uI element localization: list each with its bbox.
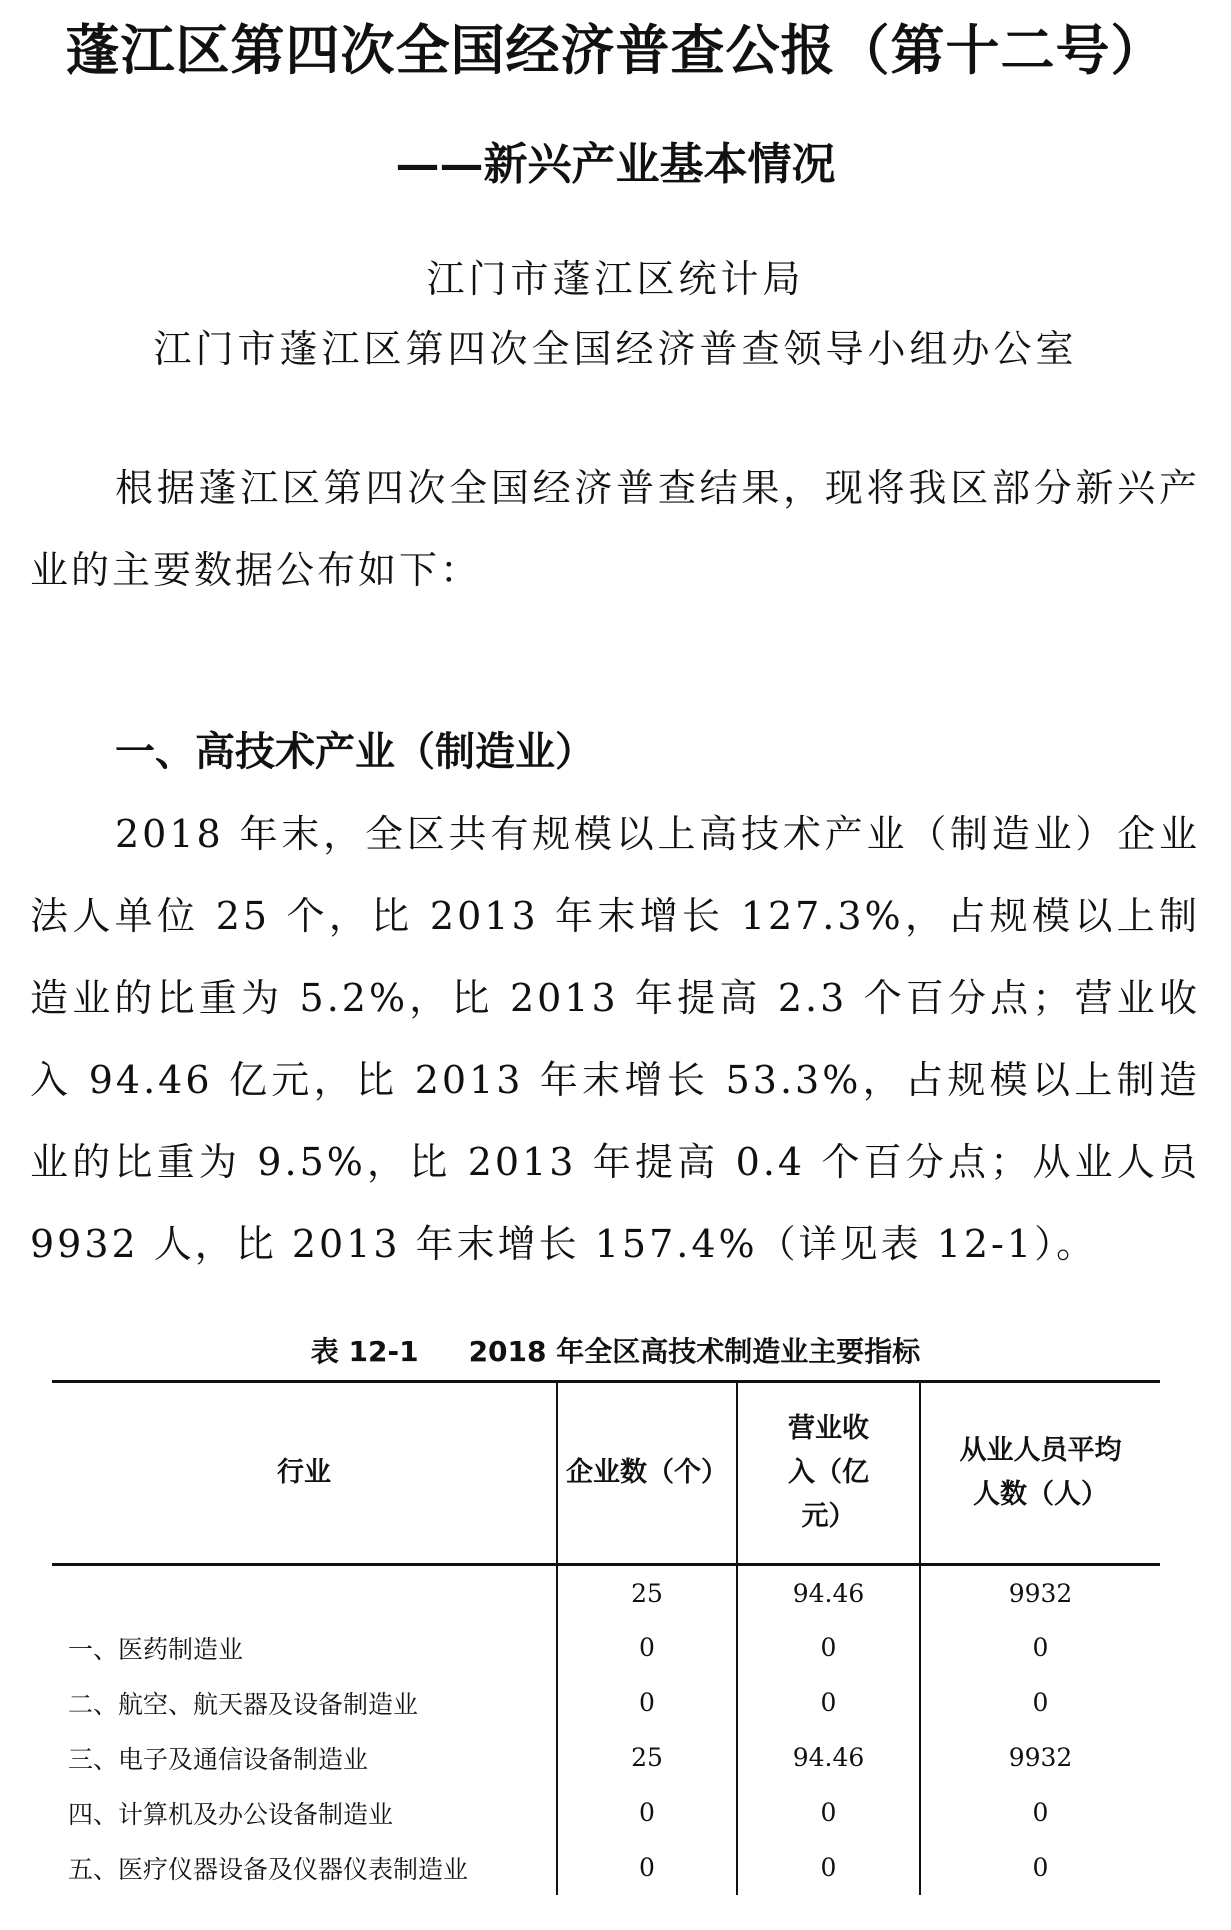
table-title: 2018 年全区高技术制造业主要指标 — [468, 1335, 921, 1368]
page-title: 蓬江区第四次全国经济普查公报（第十二号） — [65, 18, 1166, 82]
header-revenue: 营业收入（亿元） — [737, 1382, 920, 1565]
cell-employees: 9932 — [920, 1565, 1160, 1621]
table-row — [52, 1840, 1160, 1895]
cell-revenue: 94.46 — [737, 1565, 920, 1621]
cell-firms: 25 — [557, 1565, 737, 1621]
table-row — [52, 1785, 1160, 1840]
cell-employees: 0 — [920, 1785, 1160, 1840]
cell-employees: 0 — [920, 1840, 1160, 1895]
header-firms: 企业数（个） — [557, 1382, 737, 1565]
indicators-table — [52, 1380, 1160, 1895]
intro-paragraph: 根据蓬江区第四次全国经济普查结果，现将我区部分新兴产业的主要数据公布如下： — [30, 466, 1200, 592]
issuer-census-office: 江门市蓬江区第四次全国经济普查领导小组办公室 — [153, 327, 1078, 371]
cell-employees: 0 — [920, 1675, 1160, 1730]
cell-industry: 五、医疗仪器设备及仪器仪表制造业 — [68, 1854, 469, 1884]
cell-employees: 9932 — [920, 1730, 1160, 1785]
cell-firms: 0 — [557, 1840, 737, 1895]
table-caption — [0, 1330, 1231, 1370]
section-body-high-tech: 2018 年末，全区共有规模以上高技术产业（制造业）企业法人单位 25 个，比 2013 年末增长 127.3%，占规模以上制造业的比重为 5.2%，比 2013 年提高 2.3 个百分点；营业收入 94.46 亿元，比 2013 年末增长 53.3%，占规模以上制造业的比重为 9.5%，比 2013 年提高 0.4 个百分点；从业人员 9932 人，比 2013 年末增长 157.4%（详见表 12-1）。 — [30, 812, 1200, 1266]
table-row — [52, 1675, 1160, 1730]
header-employees: 从业人员平均人数（人） — [920, 1382, 1160, 1565]
table-row — [52, 1730, 1160, 1785]
cell-industry: 一、医药制造业 — [68, 1634, 244, 1664]
cell-employees: 0 — [920, 1620, 1160, 1675]
cell-industry: 三、电子及通信设备制造业 — [68, 1744, 369, 1774]
table-header-row — [52, 1382, 1160, 1565]
cell-industry: 二、航空、航天器及设备制造业 — [68, 1689, 419, 1719]
cell-firms: 0 — [557, 1785, 737, 1840]
cell-firms: 25 — [557, 1730, 737, 1785]
table-row-total — [52, 1565, 1160, 1621]
cell-industry — [52, 1565, 557, 1621]
cell-revenue: 0 — [737, 1785, 920, 1840]
cell-revenue: 94.46 — [737, 1730, 920, 1785]
cell-revenue: 0 — [737, 1840, 920, 1895]
cell-firms: 0 — [557, 1620, 737, 1675]
issuer-statistics-bureau: 江门市蓬江区统计局 — [426, 257, 805, 301]
cell-revenue: 0 — [737, 1620, 920, 1675]
table-number: 表 12-1 — [310, 1335, 419, 1368]
section-heading-high-tech: 一、高技术产业（制造业） — [115, 729, 595, 775]
header-industry: 行业 — [52, 1382, 557, 1565]
cell-revenue: 0 — [737, 1675, 920, 1730]
table-row — [52, 1620, 1160, 1675]
cell-firms: 0 — [557, 1675, 737, 1730]
cell-industry: 四、计算机及办公设备制造业 — [68, 1799, 394, 1829]
page-subtitle: ——新兴产业基本情况 — [395, 139, 836, 190]
